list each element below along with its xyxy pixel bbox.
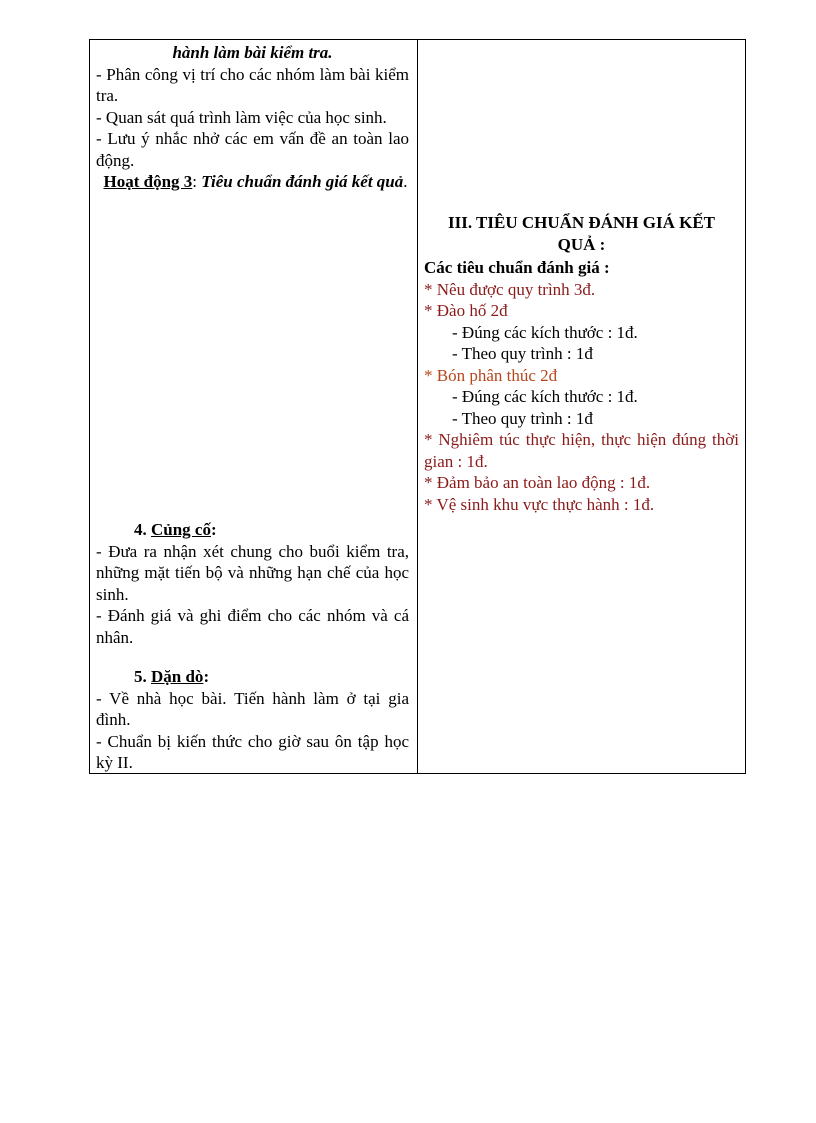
section5-number: 5.: [134, 667, 151, 686]
criteria-subitem-size-1: - Đúng các kích thước : 1đ.: [452, 322, 638, 342]
continuation-title: hành làm bài kiểm tra.: [172, 43, 333, 62]
criteria-item-serious: * Nghiêm túc thực hiện, thực hiện đúng thời gian : 1đ.: [424, 430, 739, 471]
criteria-subitem-size-2: - Đúng các kích thước : 1đ.: [452, 387, 638, 406]
content-cell: [418, 40, 746, 774]
bullet-assign-positions: - Phân công vị trí cho các nhóm làm bài kiểm tra.: [96, 64, 409, 105]
bullet-homework: - Về nhà học bài. Tiến hành làm ở tại gia đình.: [96, 688, 409, 729]
criteria-item-cleanup: * Vệ sinh khu vực thực hành : 1đ.: [424, 494, 655, 514]
criteria-subitem-procedure-2: - Theo quy trình : 1đ: [452, 408, 593, 428]
section4-block: [96, 519, 409, 648]
section4-heading: [96, 519, 409, 541]
section4-title: Củng cố: [151, 520, 211, 539]
section5-colon: :: [203, 667, 210, 686]
criteria-item-safety: * Đảm bảo an toàn lao động : 1đ.: [424, 473, 651, 492]
activity-block-top: [96, 42, 409, 193]
section5-title: Dặn dò: [151, 667, 204, 686]
activity3-heading: [96, 171, 409, 193]
criteria-item-procedure: * Nêu được quy trình 3đ.: [424, 279, 596, 299]
criteria-item-dig-hole: * Đào hố 2đ: [424, 301, 508, 320]
activity3-end: .: [403, 172, 408, 191]
section5-block: [96, 666, 409, 774]
activity3-colon: :: [192, 172, 202, 191]
bullet-general-review: - Đưa ra nhận xét chung cho buổi kiểm tra, những mặt tiến bộ và những hạn chế của học sinh.: [96, 541, 409, 604]
lesson-plan-table: [89, 39, 746, 774]
criteria-item-fertilize: * Bón phân thúc 2đ: [424, 365, 558, 385]
activity3-title: Tiêu chuẩn đánh giá kết quả: [201, 172, 404, 191]
section4-colon: :: [210, 520, 217, 539]
section3-heading: III. TIÊU CHUẨN ĐÁNH GIÁ KẾT QUẢ :: [447, 213, 715, 254]
section5-heading: [96, 666, 409, 688]
bullet-safety: - Lưu ý nhắc nhở các em vấn đề an toàn lao động.: [96, 129, 409, 170]
bullet-grading: - Đánh giá và ghi điểm cho các nhóm và cá nhân.: [96, 606, 409, 647]
activity3-label: Hoạt động 3: [103, 172, 193, 191]
bullet-prepare: - Chuẩn bị kiến thức cho giờ sau ôn tập học kỳ II.: [96, 731, 409, 772]
criteria-block: [424, 212, 739, 515]
section4-number: 4.: [134, 520, 151, 539]
teacher-activities-cell: [90, 40, 418, 774]
criteria-subitem-procedure-1: - Theo quy trình : 1đ: [452, 344, 593, 363]
criteria-title: Các tiêu chuẩn đánh giá :: [424, 258, 610, 277]
bullet-observe: - Quan sát quá trình làm việc của học sinh.: [96, 107, 387, 127]
